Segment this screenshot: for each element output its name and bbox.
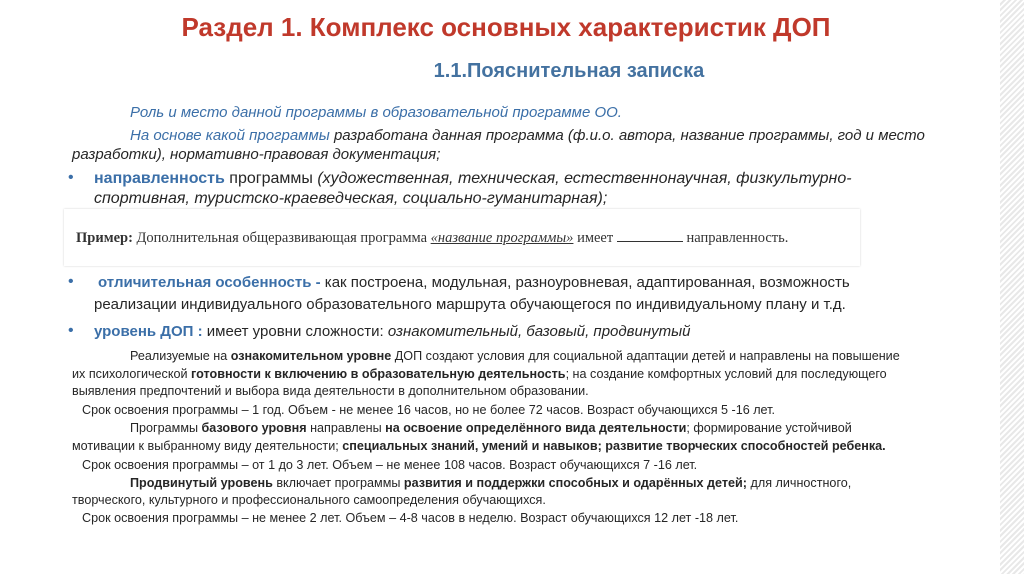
role-line: Роль и место данной программы в образовательной программе ОО. bbox=[130, 104, 622, 121]
advanced-1b: включает программы bbox=[272, 476, 404, 490]
intro-term-line: Срок освоения программы – 1 год. Объем - не менее 16 часов, но не более 72 часов. Возраст обучающихся 5 -16 лет. bbox=[82, 403, 776, 417]
feature-dash: - bbox=[311, 274, 325, 291]
level-term: уровень ДОП : bbox=[94, 323, 203, 340]
slide bbox=[12, 0, 1000, 574]
basic-2b: специальных знаний, умений и навыков; развитие творческих способностей ребенка. bbox=[342, 439, 886, 453]
example-program-name: «название программы» bbox=[430, 230, 574, 246]
basis-rest: разработана данная программа (ф.и.о. автора, название программы, год и место bbox=[329, 127, 925, 144]
bullet-feature: • bbox=[68, 273, 74, 290]
bullet-direction: • bbox=[68, 169, 74, 186]
direction-line-2: спортивная, туристско-краеведческая, социально-гуманитарная); bbox=[94, 190, 608, 207]
basic-line-1 bbox=[130, 420, 852, 436]
example-text bbox=[76, 229, 788, 247]
feature-line-1 bbox=[98, 273, 850, 292]
level-list: ознакомительный, базовый, продвинутый bbox=[387, 323, 691, 340]
advanced-line-2: творческого, культурного и профессионального самоопределения обучающихся. bbox=[72, 493, 546, 507]
feature-term: отличительная особенность bbox=[98, 274, 312, 291]
intro-1c: ДОП создают условия для социальной адаптации детей и направлены на повышение bbox=[391, 349, 900, 363]
basic-2a: мотивации к выбранному виду деятельности; bbox=[72, 439, 343, 453]
basic-1a: Программы bbox=[130, 421, 202, 435]
feature-line-2: реализации индивидуального образовательного маршрута обучающегося по индивидуальному плану и т.д. bbox=[94, 296, 846, 313]
intro-line-2 bbox=[72, 366, 887, 382]
intro-2c: ; на создание комфортных условий для последующего bbox=[565, 367, 887, 381]
intro-2b: готовности к включению в образовательную деятельность bbox=[191, 367, 566, 381]
bullet-level: • bbox=[68, 322, 74, 339]
advanced-1d: для личностного, bbox=[747, 476, 852, 490]
basic-1d: на освоение определённого вида деятельности bbox=[385, 421, 687, 435]
advanced-term-line: Срок освоения программы – не менее 2 лет. Объем – 4-8 часов в неделю. Возраст обучающихся 12 лет -18 лет. bbox=[82, 511, 739, 525]
direction-word: программы bbox=[224, 170, 318, 187]
basic-1e: ; формирование устойчивой bbox=[686, 421, 852, 435]
direction-term: направленность bbox=[94, 170, 225, 187]
slide-subtitle: 1.1.Пояснительная записка bbox=[433, 60, 705, 82]
slide-title: Раздел 1. Комплекс основных характеристик ДОП bbox=[181, 12, 831, 42]
example-text-3: направленность. bbox=[682, 230, 789, 246]
advanced-1a: Продвинутый уровень bbox=[130, 476, 273, 490]
example-box bbox=[64, 209, 860, 266]
feature-rest: как построена, модульная, разноуровневая, адаптированная, возможность bbox=[324, 274, 850, 291]
basic-1b: базового уровня bbox=[201, 421, 307, 435]
example-text-2: имеет bbox=[573, 230, 617, 246]
direction-list-1: (художественная, техническая, естественнонаучная, физкультурно- bbox=[317, 170, 852, 187]
basic-line-2 bbox=[72, 438, 886, 454]
advanced-1c: развития и поддержки способных и одарённых детей; bbox=[403, 476, 747, 490]
direction-line-1 bbox=[94, 169, 852, 188]
basic-term-line: Срок освоения программы – от 1 до 3 лет. Объем – не менее 108 часов. Возраст обучающихся 7 -16 лет. bbox=[82, 458, 698, 472]
example-text-1: Дополнительная общеразвивающая программа bbox=[132, 230, 431, 246]
level-rest: имеет уровни сложности: bbox=[202, 323, 388, 340]
intro-1a: Реализуемые на bbox=[130, 349, 231, 363]
basis-lead: На основе какой программы bbox=[130, 127, 330, 144]
basic-1c: направлены bbox=[306, 421, 386, 435]
example-label: Пример: bbox=[76, 230, 133, 246]
basis-line-2: разработки), нормативно-правовая документация; bbox=[72, 146, 441, 163]
intro-line-1 bbox=[130, 348, 900, 364]
intro-2a: их психологической bbox=[72, 367, 192, 381]
intro-line-3: выявления предпочтений и выбора вида деятельности в дополнительном образовании. bbox=[72, 384, 589, 398]
basis-line-1 bbox=[130, 126, 925, 145]
advanced-line-1 bbox=[130, 475, 851, 491]
example-blank bbox=[617, 229, 683, 242]
intro-1b: ознакомительном уровне bbox=[230, 349, 392, 363]
level-line bbox=[94, 322, 690, 341]
